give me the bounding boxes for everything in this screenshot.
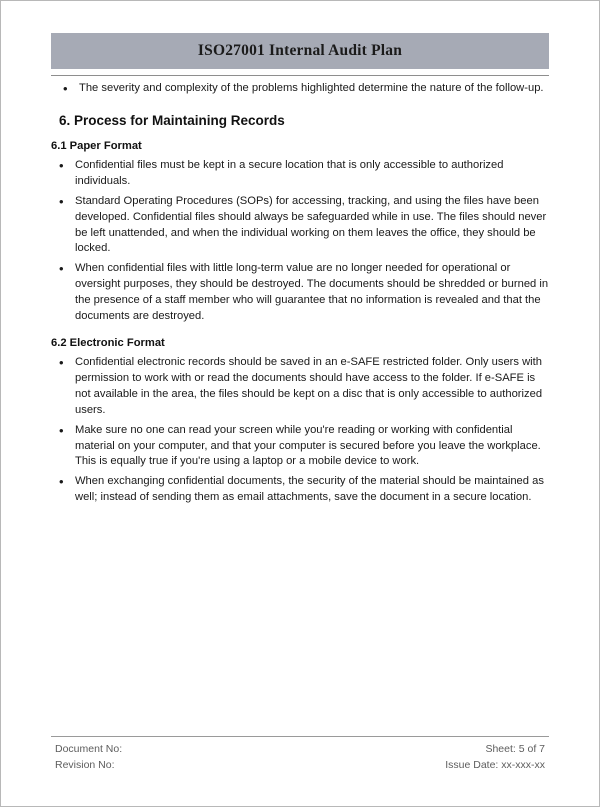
issue-date-label: Issue Date: xx-xxx-xx — [445, 759, 545, 771]
sheet-label: Sheet: 5 of 7 — [485, 743, 545, 755]
subsection-heading-6-2: 6.2 Electronic Format — [51, 336, 165, 349]
list-item: • Standard Operating Procedures (SOPs) for accessing, tracking, and using the files have been developed. Confidential files should always be safeguarded while in use. The files should never be left unattended, and when the individual working on them leaves the office, they should be locked. — [51, 194, 549, 258]
list-item: • Confidential files must be kept in a secure location that is only accessible to authorized individuals. — [51, 158, 549, 190]
revision-no-label: Revision No: — [55, 759, 115, 771]
page-sheet — [1, 1, 599, 806]
intro-bullet-list — [51, 81, 549, 97]
list-item: • When confidential files with little long-term value are no longer needed for operational or oversight purposes, they should be destroyed. The documents should be shredded or burned in the presence of a staff member who will guarantee that no information is revealed and that the documents are destroyed. — [51, 261, 549, 325]
header-divider — [51, 75, 549, 76]
footer-row-top — [51, 741, 549, 757]
electronic-format-bullet-list — [51, 355, 549, 506]
subsection-heading-6-1: 6.1 Paper Format — [51, 139, 142, 152]
document-footer — [51, 741, 549, 773]
document-no-label: Document No: — [55, 743, 123, 755]
list-item: • The severity and complexity of the problems highlighted determine the nature of the follow-up. — [51, 81, 549, 97]
list-item: • Confidential electronic records should be saved in an e-SAFE restricted folder. Only users with permission to work with or read the documents should have access to the folder. If e-SAFE is not available in the area, the files should be kept on a disc that is only accessible to authorized users. — [51, 355, 549, 419]
list-item: • When exchanging confidential documents, the security of the material should be maintained as well; instead of sending them as email attachments, save the document in a secure location. — [51, 474, 549, 506]
footer-row-bottom — [51, 757, 549, 773]
document-header-band — [51, 33, 549, 69]
list-item: • Make sure no one can read your screen while you're reading or working with confidential material on your computer, and that your computer is secured before you leave the workplace. This is equally true if you're using a laptop or a mobile device to work. — [51, 423, 549, 471]
section-heading-6: 6. Process for Maintaining Records — [59, 112, 285, 128]
paper-format-bullet-list — [51, 158, 549, 325]
document-body — [51, 81, 549, 510]
footer-divider — [51, 736, 549, 737]
page-title: ISO27001 Internal Audit Plan — [197, 42, 403, 59]
